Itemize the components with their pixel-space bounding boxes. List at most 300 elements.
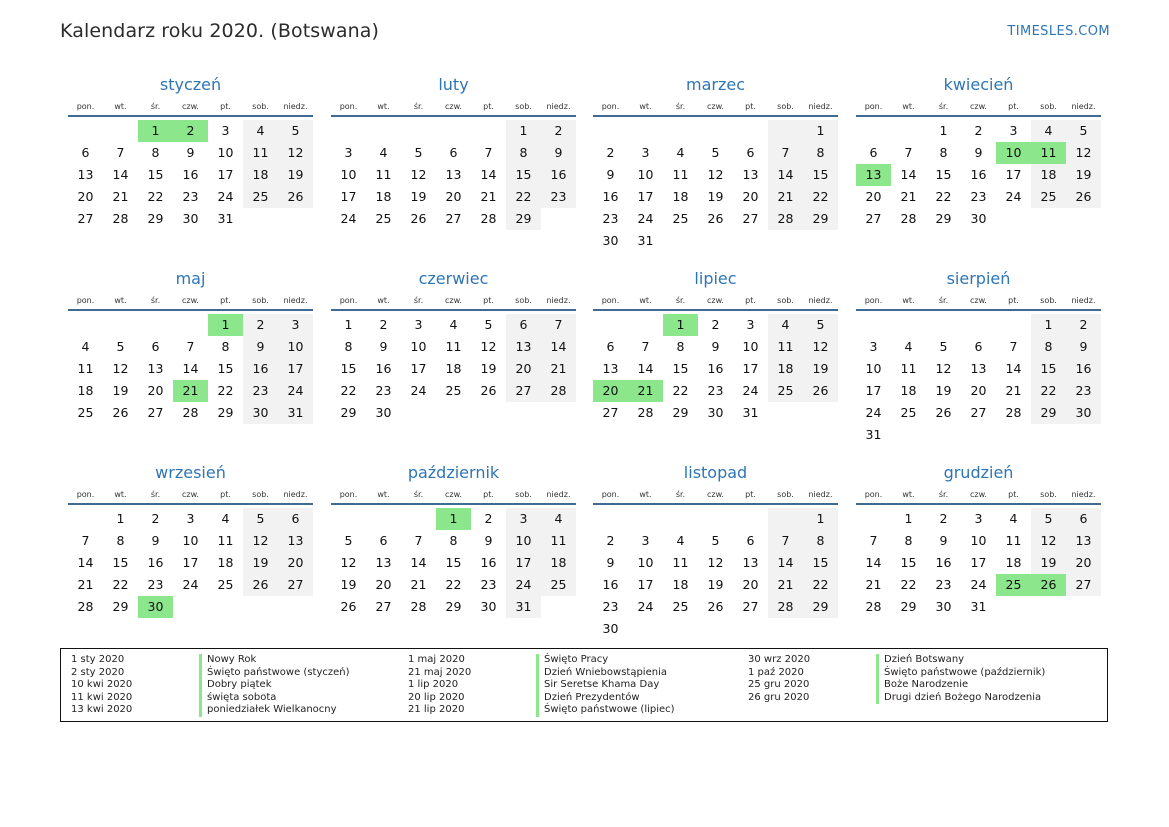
day-cell[interactable]: 23 bbox=[707, 383, 724, 398]
day-cell[interactable]: 9 bbox=[379, 339, 388, 354]
day-cell[interactable]: 6 bbox=[869, 145, 878, 160]
day-cell[interactable]: 17 bbox=[340, 189, 357, 204]
day-cell[interactable]: 11 bbox=[768, 336, 803, 358]
day-cell[interactable]: 16 bbox=[602, 189, 619, 204]
day-cell[interactable]: 5 bbox=[711, 533, 720, 548]
day-cell[interactable]: 26 bbox=[803, 380, 838, 402]
day-cell[interactable]: 26 bbox=[935, 405, 952, 420]
day-cell[interactable]: 21 bbox=[768, 186, 803, 208]
day-cell[interactable]: 21 bbox=[865, 577, 882, 592]
day-cell[interactable]: 28 bbox=[541, 380, 576, 402]
day-cell[interactable]: 18 bbox=[900, 383, 917, 398]
day-cell[interactable]: 30 bbox=[602, 621, 619, 636]
day-cell[interactable]: 10 bbox=[217, 145, 234, 160]
day-cell[interactable]: 3 bbox=[278, 314, 313, 336]
day-cell[interactable]: 24 bbox=[410, 383, 427, 398]
day-cell[interactable]: 19 bbox=[707, 189, 724, 204]
day-cell[interactable]: 4 bbox=[1009, 511, 1018, 526]
day-cell[interactable]: 13 bbox=[147, 361, 164, 376]
day-cell[interactable]: 19 bbox=[707, 577, 724, 592]
day-cell[interactable]: 8 bbox=[803, 530, 838, 552]
day-cell[interactable]: 12 bbox=[707, 555, 724, 570]
day-cell[interactable]: 19 bbox=[243, 552, 278, 574]
day-cell[interactable]: 27 bbox=[147, 405, 164, 420]
day-cell[interactable]: 8 bbox=[904, 533, 913, 548]
day-cell[interactable]: 28 bbox=[900, 211, 917, 226]
day-cell[interactable]: 17 bbox=[1005, 167, 1022, 182]
day-cell[interactable]: 6 bbox=[506, 314, 541, 336]
day-cell[interactable]: 9 bbox=[711, 339, 720, 354]
day-cell[interactable]: 20 bbox=[970, 383, 987, 398]
day-cell[interactable]: 18 bbox=[375, 189, 392, 204]
day-cell[interactable]: 30 bbox=[375, 405, 392, 420]
day-cell[interactable]: 22 bbox=[935, 189, 952, 204]
day-cell[interactable]: 5 bbox=[803, 314, 838, 336]
day-cell[interactable]: 9 bbox=[606, 167, 615, 182]
day-cell[interactable]: 3 bbox=[641, 533, 650, 548]
day-cell[interactable]: 21 bbox=[900, 189, 917, 204]
day-cell[interactable]: 21 bbox=[768, 574, 803, 596]
day-cell[interactable]: 29 bbox=[112, 599, 129, 614]
day-cell[interactable]: 15 bbox=[803, 552, 838, 574]
day-cell[interactable]: 3 bbox=[414, 317, 423, 332]
day-cell[interactable]: 6 bbox=[1066, 508, 1101, 530]
day-cell[interactable]: 24 bbox=[637, 599, 654, 614]
day-cell[interactable]: 14 bbox=[637, 361, 654, 376]
day-cell[interactable]: 22 bbox=[803, 574, 838, 596]
day-cell[interactable]: 19 bbox=[340, 577, 357, 592]
day-cell[interactable]: 24 bbox=[1005, 189, 1022, 204]
day-cell[interactable]: 2 bbox=[711, 317, 720, 332]
day-cell[interactable]: 1 bbox=[138, 120, 173, 142]
day-cell[interactable]: 27 bbox=[375, 599, 392, 614]
day-cell[interactable]: 5 bbox=[1031, 508, 1066, 530]
day-cell[interactable]: 12 bbox=[803, 336, 838, 358]
day-cell[interactable]: 18 bbox=[1005, 555, 1022, 570]
day-cell[interactable]: 25 bbox=[768, 380, 803, 402]
day-cell[interactable]: 6 bbox=[379, 533, 388, 548]
day-cell[interactable]: 17 bbox=[506, 552, 541, 574]
day-cell[interactable]: 19 bbox=[803, 358, 838, 380]
day-cell[interactable]: 17 bbox=[865, 383, 882, 398]
day-cell[interactable]: 14 bbox=[410, 555, 427, 570]
day-cell[interactable]: 11 bbox=[1031, 142, 1066, 164]
day-cell[interactable]: 14 bbox=[480, 167, 497, 182]
day-cell[interactable]: 18 bbox=[541, 552, 576, 574]
day-cell[interactable]: 16 bbox=[480, 555, 497, 570]
day-cell[interactable]: 1 bbox=[663, 314, 698, 336]
day-cell[interactable]: 28 bbox=[768, 208, 803, 230]
day-cell[interactable]: 1 bbox=[506, 120, 541, 142]
day-cell[interactable]: 13 bbox=[278, 530, 313, 552]
day-cell[interactable]: 18 bbox=[672, 577, 689, 592]
day-cell[interactable]: 5 bbox=[939, 339, 948, 354]
day-cell[interactable]: 25 bbox=[77, 405, 94, 420]
day-cell[interactable]: 9 bbox=[151, 533, 160, 548]
day-cell[interactable]: 8 bbox=[939, 145, 948, 160]
day-cell[interactable]: 17 bbox=[637, 577, 654, 592]
day-cell[interactable]: 20 bbox=[1066, 552, 1101, 574]
day-cell[interactable]: 17 bbox=[182, 555, 199, 570]
day-cell[interactable]: 7 bbox=[641, 339, 650, 354]
day-cell[interactable]: 14 bbox=[182, 361, 199, 376]
day-cell[interactable]: 17 bbox=[410, 361, 427, 376]
day-cell[interactable]: 1 bbox=[904, 511, 913, 526]
day-cell[interactable]: 16 bbox=[375, 361, 392, 376]
day-cell[interactable]: 9 bbox=[974, 145, 983, 160]
day-cell[interactable]: 11 bbox=[243, 142, 278, 164]
day-cell[interactable]: 29 bbox=[147, 211, 164, 226]
day-cell[interactable]: 8 bbox=[221, 339, 230, 354]
day-cell[interactable]: 5 bbox=[344, 533, 353, 548]
day-cell[interactable]: 14 bbox=[541, 336, 576, 358]
day-cell[interactable]: 26 bbox=[707, 211, 724, 226]
day-cell[interactable]: 29 bbox=[445, 599, 462, 614]
day-cell[interactable]: 10 bbox=[182, 533, 199, 548]
day-cell[interactable]: 22 bbox=[672, 383, 689, 398]
day-cell[interactable]: 12 bbox=[480, 339, 497, 354]
day-cell[interactable]: 23 bbox=[182, 189, 199, 204]
day-cell[interactable]: 9 bbox=[541, 142, 576, 164]
day-cell[interactable]: 23 bbox=[935, 577, 952, 592]
day-cell[interactable]: 25 bbox=[900, 405, 917, 420]
day-cell[interactable]: 11 bbox=[217, 533, 234, 548]
day-cell[interactable]: 16 bbox=[243, 358, 278, 380]
day-cell[interactable]: 24 bbox=[637, 211, 654, 226]
day-cell[interactable]: 10 bbox=[506, 530, 541, 552]
day-cell[interactable]: 18 bbox=[77, 383, 94, 398]
day-cell[interactable]: 13 bbox=[742, 167, 759, 182]
day-cell[interactable]: 5 bbox=[711, 145, 720, 160]
day-cell[interactable]: 1 bbox=[344, 317, 353, 332]
day-cell[interactable]: 29 bbox=[803, 208, 838, 230]
day-cell[interactable]: 13 bbox=[77, 167, 94, 182]
day-cell[interactable]: 17 bbox=[278, 358, 313, 380]
day-cell[interactable]: 30 bbox=[1066, 402, 1101, 424]
day-cell[interactable]: 4 bbox=[768, 314, 803, 336]
day-cell[interactable]: 29 bbox=[217, 405, 234, 420]
day-cell[interactable]: 20 bbox=[865, 189, 882, 204]
day-cell[interactable]: 20 bbox=[742, 577, 759, 592]
day-cell[interactable]: 4 bbox=[1031, 120, 1066, 142]
day-cell[interactable]: 28 bbox=[112, 211, 129, 226]
day-cell[interactable]: 29 bbox=[1031, 402, 1066, 424]
day-cell[interactable]: 21 bbox=[541, 358, 576, 380]
day-cell[interactable]: 24 bbox=[742, 383, 759, 398]
day-cell[interactable]: 21 bbox=[112, 189, 129, 204]
day-cell[interactable]: 1 bbox=[803, 120, 838, 142]
day-cell[interactable]: 18 bbox=[672, 189, 689, 204]
day-cell[interactable]: 28 bbox=[768, 596, 803, 618]
day-cell[interactable]: 27 bbox=[445, 211, 462, 226]
day-cell[interactable]: 19 bbox=[480, 361, 497, 376]
day-cell[interactable]: 14 bbox=[112, 167, 129, 182]
day-cell[interactable]: 16 bbox=[1066, 358, 1101, 380]
day-cell[interactable]: 22 bbox=[112, 577, 129, 592]
day-cell[interactable]: 15 bbox=[1031, 358, 1066, 380]
day-cell[interactable]: 8 bbox=[506, 142, 541, 164]
day-cell[interactable]: 5 bbox=[278, 120, 313, 142]
day-cell[interactable]: 28 bbox=[410, 599, 427, 614]
day-cell[interactable]: 29 bbox=[340, 405, 357, 420]
day-cell[interactable]: 30 bbox=[182, 211, 199, 226]
day-cell[interactable]: 30 bbox=[138, 596, 173, 618]
day-cell[interactable]: 9 bbox=[243, 336, 278, 358]
day-cell[interactable]: 28 bbox=[480, 211, 497, 226]
day-cell[interactable]: 6 bbox=[746, 533, 755, 548]
day-cell[interactable]: 11 bbox=[672, 167, 689, 182]
day-cell[interactable]: 26 bbox=[278, 186, 313, 208]
day-cell[interactable]: 3 bbox=[869, 339, 878, 354]
day-cell[interactable]: 22 bbox=[803, 186, 838, 208]
day-cell[interactable]: 3 bbox=[1009, 123, 1018, 138]
day-cell[interactable]: 26 bbox=[1031, 574, 1066, 596]
day-cell[interactable]: 18 bbox=[217, 555, 234, 570]
day-cell[interactable]: 24 bbox=[340, 211, 357, 226]
day-cell[interactable]: 31 bbox=[506, 596, 541, 618]
day-cell[interactable]: 9 bbox=[1066, 336, 1101, 358]
day-cell[interactable]: 28 bbox=[182, 405, 199, 420]
day-cell[interactable]: 23 bbox=[541, 186, 576, 208]
day-cell[interactable]: 13 bbox=[445, 167, 462, 182]
day-cell[interactable]: 19 bbox=[410, 189, 427, 204]
day-cell[interactable]: 5 bbox=[484, 317, 493, 332]
day-cell[interactable]: 1 bbox=[436, 508, 471, 530]
day-cell[interactable]: 12 bbox=[1066, 142, 1101, 164]
day-cell[interactable]: 15 bbox=[147, 167, 164, 182]
day-cell[interactable]: 16 bbox=[147, 555, 164, 570]
day-cell[interactable]: 7 bbox=[1009, 339, 1018, 354]
day-cell[interactable]: 25 bbox=[996, 574, 1031, 596]
day-cell[interactable]: 13 bbox=[375, 555, 392, 570]
day-cell[interactable]: 2 bbox=[939, 511, 948, 526]
day-cell[interactable]: 3 bbox=[641, 145, 650, 160]
day-cell[interactable]: 11 bbox=[1005, 533, 1022, 548]
day-cell[interactable]: 26 bbox=[410, 211, 427, 226]
day-cell[interactable]: 2 bbox=[606, 145, 615, 160]
day-cell[interactable]: 26 bbox=[480, 383, 497, 398]
day-cell[interactable]: 24 bbox=[865, 405, 882, 420]
day-cell[interactable]: 18 bbox=[445, 361, 462, 376]
day-cell[interactable]: 21 bbox=[480, 189, 497, 204]
day-cell[interactable]: 21 bbox=[628, 380, 663, 402]
day-cell[interactable]: 24 bbox=[970, 577, 987, 592]
day-cell[interactable]: 3 bbox=[506, 508, 541, 530]
day-cell[interactable]: 5 bbox=[243, 508, 278, 530]
day-cell[interactable]: 27 bbox=[970, 405, 987, 420]
day-cell[interactable]: 12 bbox=[112, 361, 129, 376]
day-cell[interactable]: 10 bbox=[637, 167, 654, 182]
day-cell[interactable]: 25 bbox=[1031, 186, 1066, 208]
day-cell[interactable]: 3 bbox=[186, 511, 195, 526]
day-cell[interactable]: 14 bbox=[768, 164, 803, 186]
day-cell[interactable]: 27 bbox=[506, 380, 541, 402]
day-cell[interactable]: 13 bbox=[742, 555, 759, 570]
day-cell[interactable]: 15 bbox=[112, 555, 129, 570]
day-cell[interactable]: 27 bbox=[1066, 574, 1101, 596]
day-cell[interactable]: 12 bbox=[243, 530, 278, 552]
day-cell[interactable]: 20 bbox=[742, 189, 759, 204]
day-cell[interactable]: 4 bbox=[81, 339, 90, 354]
day-cell[interactable]: 1 bbox=[116, 511, 125, 526]
day-cell[interactable]: 29 bbox=[506, 208, 541, 230]
day-cell[interactable]: 5 bbox=[116, 339, 125, 354]
day-cell[interactable]: 27 bbox=[742, 211, 759, 226]
day-cell[interactable]: 12 bbox=[278, 142, 313, 164]
day-cell[interactable]: 22 bbox=[900, 577, 917, 592]
day-cell[interactable]: 31 bbox=[970, 599, 987, 614]
day-cell[interactable]: 6 bbox=[746, 145, 755, 160]
day-cell[interactable]: 9 bbox=[606, 555, 615, 570]
day-cell[interactable]: 16 bbox=[707, 361, 724, 376]
day-cell[interactable]: 25 bbox=[672, 599, 689, 614]
day-cell[interactable]: 31 bbox=[637, 233, 654, 248]
day-cell[interactable]: 7 bbox=[81, 533, 90, 548]
day-cell[interactable]: 8 bbox=[344, 339, 353, 354]
day-cell[interactable]: 2 bbox=[1066, 314, 1101, 336]
day-cell[interactable]: 20 bbox=[445, 189, 462, 204]
day-cell[interactable]: 10 bbox=[340, 167, 357, 182]
day-cell[interactable]: 2 bbox=[243, 314, 278, 336]
day-cell[interactable]: 7 bbox=[768, 530, 803, 552]
day-cell[interactable]: 4 bbox=[541, 508, 576, 530]
day-cell[interactable]: 12 bbox=[410, 167, 427, 182]
day-cell[interactable]: 23 bbox=[602, 211, 619, 226]
day-cell[interactable]: 23 bbox=[147, 577, 164, 592]
day-cell[interactable]: 8 bbox=[449, 533, 458, 548]
day-cell[interactable]: 30 bbox=[970, 211, 987, 226]
day-cell[interactable]: 2 bbox=[606, 533, 615, 548]
day-cell[interactable]: 28 bbox=[1005, 405, 1022, 420]
day-cell[interactable]: 7 bbox=[186, 339, 195, 354]
day-cell[interactable]: 29 bbox=[803, 596, 838, 618]
day-cell[interactable]: 4 bbox=[676, 533, 685, 548]
day-cell[interactable]: 16 bbox=[182, 167, 199, 182]
day-cell[interactable]: 22 bbox=[445, 577, 462, 592]
day-cell[interactable]: 14 bbox=[768, 552, 803, 574]
day-cell[interactable]: 12 bbox=[935, 361, 952, 376]
day-cell[interactable]: 12 bbox=[707, 167, 724, 182]
day-cell[interactable]: 23 bbox=[602, 599, 619, 614]
day-cell[interactable]: 30 bbox=[480, 599, 497, 614]
day-cell[interactable]: 29 bbox=[672, 405, 689, 420]
day-cell[interactable]: 10 bbox=[970, 533, 987, 548]
day-cell[interactable]: 27 bbox=[742, 599, 759, 614]
day-cell[interactable]: 25 bbox=[445, 383, 462, 398]
day-cell[interactable]: 16 bbox=[602, 577, 619, 592]
day-cell[interactable]: 6 bbox=[974, 339, 983, 354]
day-cell[interactable]: 9 bbox=[186, 145, 195, 160]
day-cell[interactable]: 1 bbox=[803, 508, 838, 530]
day-cell[interactable]: 14 bbox=[900, 167, 917, 182]
day-cell[interactable]: 10 bbox=[996, 142, 1031, 164]
day-cell[interactable]: 7 bbox=[484, 145, 493, 160]
day-cell[interactable]: 15 bbox=[935, 167, 952, 182]
day-cell[interactable]: 17 bbox=[742, 361, 759, 376]
day-cell[interactable]: 1 bbox=[1031, 314, 1066, 336]
day-cell[interactable]: 19 bbox=[112, 383, 129, 398]
day-cell[interactable]: 15 bbox=[506, 164, 541, 186]
day-cell[interactable]: 23 bbox=[375, 383, 392, 398]
day-cell[interactable]: 8 bbox=[1031, 336, 1066, 358]
day-cell[interactable]: 22 bbox=[1031, 380, 1066, 402]
day-cell[interactable]: 31 bbox=[217, 211, 234, 226]
day-cell[interactable]: 30 bbox=[707, 405, 724, 420]
day-cell[interactable]: 24 bbox=[506, 574, 541, 596]
day-cell[interactable]: 24 bbox=[278, 380, 313, 402]
day-cell[interactable]: 20 bbox=[278, 552, 313, 574]
day-cell[interactable]: 11 bbox=[541, 530, 576, 552]
day-cell[interactable]: 18 bbox=[1031, 164, 1066, 186]
day-cell[interactable]: 15 bbox=[217, 361, 234, 376]
day-cell[interactable]: 3 bbox=[344, 145, 353, 160]
day-cell[interactable]: 6 bbox=[278, 508, 313, 530]
day-cell[interactable]: 3 bbox=[221, 123, 230, 138]
day-cell[interactable]: 8 bbox=[803, 142, 838, 164]
day-cell[interactable]: 19 bbox=[1066, 164, 1101, 186]
day-cell[interactable]: 15 bbox=[900, 555, 917, 570]
day-cell[interactable]: 25 bbox=[217, 577, 234, 592]
day-cell[interactable]: 27 bbox=[602, 405, 619, 420]
day-cell[interactable]: 22 bbox=[217, 383, 234, 398]
day-cell[interactable]: 2 bbox=[484, 511, 493, 526]
day-cell[interactable]: 29 bbox=[900, 599, 917, 614]
day-cell[interactable]: 11 bbox=[445, 339, 462, 354]
day-cell[interactable]: 20 bbox=[77, 189, 94, 204]
day-cell[interactable]: 30 bbox=[935, 599, 952, 614]
day-cell[interactable]: 6 bbox=[449, 145, 458, 160]
day-cell[interactable]: 13 bbox=[602, 361, 619, 376]
day-cell[interactable]: 2 bbox=[974, 123, 983, 138]
day-cell[interactable]: 12 bbox=[1031, 530, 1066, 552]
day-cell[interactable]: 19 bbox=[278, 164, 313, 186]
day-cell[interactable]: 10 bbox=[410, 339, 427, 354]
day-cell[interactable]: 22 bbox=[506, 186, 541, 208]
day-cell[interactable]: 13 bbox=[506, 336, 541, 358]
day-cell[interactable]: 24 bbox=[217, 189, 234, 204]
day-cell[interactable]: 15 bbox=[672, 361, 689, 376]
day-cell[interactable]: 8 bbox=[151, 145, 160, 160]
day-cell[interactable]: 21 bbox=[77, 577, 94, 592]
day-cell[interactable]: 2 bbox=[151, 511, 160, 526]
day-cell[interactable]: 16 bbox=[541, 164, 576, 186]
day-cell[interactable]: 9 bbox=[484, 533, 493, 548]
day-cell[interactable]: 25 bbox=[243, 186, 278, 208]
day-cell[interactable]: 18 bbox=[768, 358, 803, 380]
day-cell[interactable]: 11 bbox=[672, 555, 689, 570]
day-cell[interactable]: 17 bbox=[217, 167, 234, 182]
day-cell[interactable]: 17 bbox=[637, 189, 654, 204]
day-cell[interactable]: 15 bbox=[803, 164, 838, 186]
day-cell[interactable]: 22 bbox=[147, 189, 164, 204]
day-cell[interactable]: 13 bbox=[856, 164, 891, 186]
day-cell[interactable]: 31 bbox=[865, 427, 882, 442]
day-cell[interactable]: 5 bbox=[1066, 120, 1101, 142]
day-cell[interactable]: 1 bbox=[939, 123, 948, 138]
day-cell[interactable]: 20 bbox=[147, 383, 164, 398]
day-cell[interactable]: 5 bbox=[414, 145, 423, 160]
day-cell[interactable]: 25 bbox=[375, 211, 392, 226]
day-cell[interactable]: 23 bbox=[480, 577, 497, 592]
day-cell[interactable]: 3 bbox=[974, 511, 983, 526]
day-cell[interactable]: 19 bbox=[1031, 552, 1066, 574]
day-cell[interactable]: 16 bbox=[935, 555, 952, 570]
day-cell[interactable]: 14 bbox=[77, 555, 94, 570]
day-cell[interactable]: 30 bbox=[243, 402, 278, 424]
day-cell[interactable]: 6 bbox=[151, 339, 160, 354]
day-cell[interactable]: 11 bbox=[375, 167, 392, 182]
day-cell[interactable]: 27 bbox=[77, 211, 94, 226]
